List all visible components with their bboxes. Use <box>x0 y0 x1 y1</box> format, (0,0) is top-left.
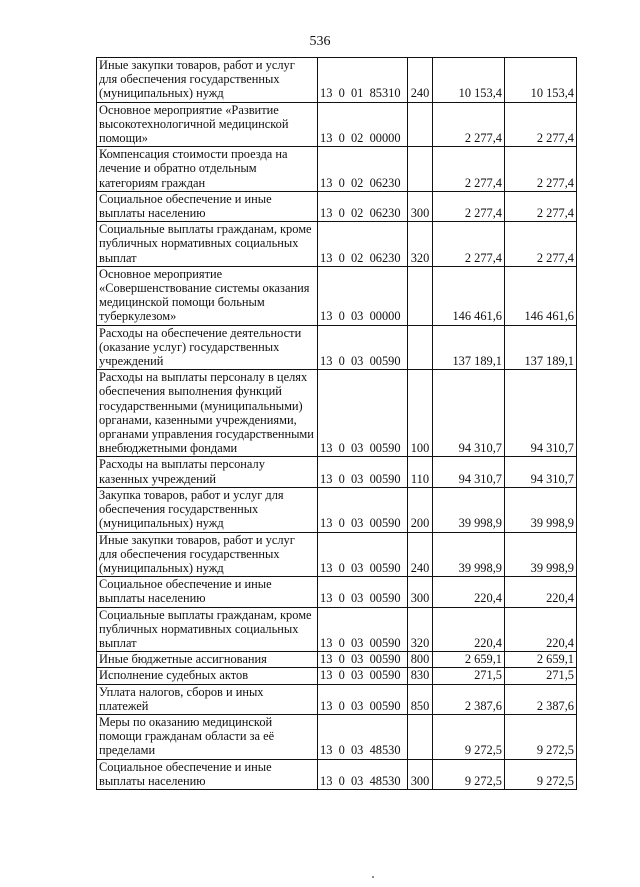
amount-cell-1: 2 387,6 <box>433 684 505 714</box>
target-code-cell: 13 0 02 06230 <box>318 191 408 221</box>
amount-cell-1: 94 310,7 <box>433 457 505 487</box>
amount-cell-2: 146 461,6 <box>505 266 577 325</box>
expense-type-cell: 110 <box>408 457 433 487</box>
target-code-cell: 13 0 03 00590 <box>318 668 408 684</box>
expense-name-cell: Социальные выплаты гражданам, кроме публичных нормативных социальных выплат <box>97 222 318 267</box>
table-row <box>97 457 577 487</box>
amount-cell-1: 2 277,4 <box>433 102 505 147</box>
table-row <box>97 714 577 759</box>
target-code-cell: 13 0 03 00590 <box>318 325 408 370</box>
expense-name-cell: Компенсация стоимости проезда на лечение и обратно отдельным категориям граждан <box>97 147 318 192</box>
target-code-cell: 13 0 03 00590 <box>318 532 408 577</box>
amount-cell-2: 2 387,6 <box>505 684 577 714</box>
table-row <box>97 684 577 714</box>
amount-cell-1: 271,5 <box>433 668 505 684</box>
amount-cell-2: 2 659,1 <box>505 652 577 668</box>
target-code-cell: 13 0 03 00590 <box>318 487 408 532</box>
amount-cell-2: 220,4 <box>505 607 577 652</box>
target-code-cell: 13 0 02 06230 <box>318 222 408 267</box>
expense-name-cell: Меры по оказанию медицинской помощи гражданам области за её пределами <box>97 714 318 759</box>
amount-cell-1: 137 189,1 <box>433 325 505 370</box>
target-code-cell: 13 0 03 00590 <box>318 684 408 714</box>
table-row <box>97 668 577 684</box>
target-code-cell: 13 0 03 00000 <box>318 266 408 325</box>
table-row <box>97 325 577 370</box>
table-row <box>97 222 577 267</box>
target-code-cell: 13 0 03 48530 <box>318 714 408 759</box>
table-row <box>97 102 577 147</box>
budget-table-body <box>97 58 577 790</box>
amount-cell-2: 2 277,4 <box>505 147 577 192</box>
expense-type-cell: 830 <box>408 668 433 684</box>
expense-name-cell: Расходы на выплаты персоналу в целях обеспечения выполнения функций государственными (муниципальными) органами, казенными учреждениями, органами управления государственными внебюджетными фондами <box>97 370 318 457</box>
expense-name-cell: Социальные выплаты гражданам, кроме публичных нормативных социальных выплат <box>97 607 318 652</box>
expense-type-cell: 320 <box>408 607 433 652</box>
expense-type-cell: 850 <box>408 684 433 714</box>
expense-type-cell: 300 <box>408 191 433 221</box>
table-row <box>97 147 577 192</box>
expense-name-cell: Уплата налогов, сборов и иных платежей <box>97 684 318 714</box>
amount-cell-2: 271,5 <box>505 668 577 684</box>
expense-name-cell: Исполнение судебных актов <box>97 668 318 684</box>
amount-cell-2: 220,4 <box>505 577 577 607</box>
amount-cell-2: 94 310,7 <box>505 457 577 487</box>
target-code-cell: 13 0 03 00590 <box>318 652 408 668</box>
expense-type-cell: 100 <box>408 370 433 457</box>
expense-name-cell: Иные бюджетные ассигнования <box>97 652 318 668</box>
amount-cell-2: 94 310,7 <box>505 370 577 457</box>
expense-name-cell: Социальное обеспечение и иные выплаты населению <box>97 759 318 789</box>
expense-name-cell: Расходы на выплаты персоналу казенных учреждений <box>97 457 318 487</box>
expense-type-cell: 240 <box>408 58 433 103</box>
expense-type-cell: 240 <box>408 532 433 577</box>
scan-speck <box>372 876 374 878</box>
expense-type-cell: 800 <box>408 652 433 668</box>
target-code-cell: 13 0 03 48530 <box>318 759 408 789</box>
target-code-cell: 13 0 03 00590 <box>318 607 408 652</box>
amount-cell-1: 220,4 <box>433 577 505 607</box>
expense-type-cell <box>408 266 433 325</box>
expense-name-cell: Иные закупки товаров, работ и услуг для обеспечения государственных (муниципальных) нужд <box>97 58 318 103</box>
target-code-cell: 13 0 01 85310 <box>318 58 408 103</box>
table-row <box>97 370 577 457</box>
table-row <box>97 58 577 103</box>
table-row <box>97 532 577 577</box>
amount-cell-2: 10 153,4 <box>505 58 577 103</box>
amount-cell-2: 39 998,9 <box>505 532 577 577</box>
amount-cell-1: 39 998,9 <box>433 532 505 577</box>
amount-cell-2: 137 189,1 <box>505 325 577 370</box>
amount-cell-2: 2 277,4 <box>505 102 577 147</box>
amount-cell-2: 39 998,9 <box>505 487 577 532</box>
target-code-cell: 13 0 02 06230 <box>318 147 408 192</box>
amount-cell-1: 9 272,5 <box>433 759 505 789</box>
table-row <box>97 607 577 652</box>
expense-name-cell: Расходы на обеспечение деятельности (оказание услуг) государственных учреждений <box>97 325 318 370</box>
table-row <box>97 652 577 668</box>
amount-cell-1: 94 310,7 <box>433 370 505 457</box>
expense-name-cell: Основное мероприятие «Развитие высокотехнологичной медицинской помощи» <box>97 102 318 147</box>
expense-name-cell: Социальное обеспечение и иные выплаты населению <box>97 577 318 607</box>
target-code-cell: 13 0 03 00590 <box>318 577 408 607</box>
expense-type-cell: 320 <box>408 222 433 267</box>
amount-cell-1: 10 153,4 <box>433 58 505 103</box>
amount-cell-1: 39 998,9 <box>433 487 505 532</box>
amount-cell-1: 220,4 <box>433 607 505 652</box>
target-code-cell: 13 0 03 00590 <box>318 457 408 487</box>
table-row <box>97 266 577 325</box>
amount-cell-1: 2 277,4 <box>433 147 505 192</box>
amount-cell-1: 2 277,4 <box>433 191 505 221</box>
table-row <box>97 487 577 532</box>
amount-cell-2: 9 272,5 <box>505 759 577 789</box>
expense-name-cell: Закупка товаров, работ и услуг для обеспечения государственных (муниципальных) нужд <box>97 487 318 532</box>
amount-cell-1: 9 272,5 <box>433 714 505 759</box>
expense-type-cell: 300 <box>408 759 433 789</box>
table-row <box>97 577 577 607</box>
expense-name-cell: Иные закупки товаров, работ и услуг для обеспечения государственных (муниципальных) нужд <box>97 532 318 577</box>
expense-type-cell <box>408 714 433 759</box>
expense-type-cell <box>408 102 433 147</box>
expense-name-cell: Социальное обеспечение и иные выплаты населению <box>97 191 318 221</box>
amount-cell-1: 2 277,4 <box>433 222 505 267</box>
table-row <box>97 759 577 789</box>
amount-cell-2: 9 272,5 <box>505 714 577 759</box>
budget-table <box>96 57 577 790</box>
amount-cell-2: 2 277,4 <box>505 222 577 267</box>
page-number: 536 <box>309 34 331 49</box>
table-row <box>97 191 577 221</box>
amount-cell-2: 2 277,4 <box>505 191 577 221</box>
target-code-cell: 13 0 02 00000 <box>318 102 408 147</box>
amount-cell-1: 146 461,6 <box>433 266 505 325</box>
expense-type-cell: 300 <box>408 577 433 607</box>
expense-type-cell <box>408 325 433 370</box>
amount-cell-1: 2 659,1 <box>433 652 505 668</box>
target-code-cell: 13 0 03 00590 <box>318 370 408 457</box>
expense-type-cell: 200 <box>408 487 433 532</box>
expense-name-cell: Основное мероприятие «Совершенствование системы оказания медицинской помощи больным туберкулезом» <box>97 266 318 325</box>
expense-type-cell <box>408 147 433 192</box>
